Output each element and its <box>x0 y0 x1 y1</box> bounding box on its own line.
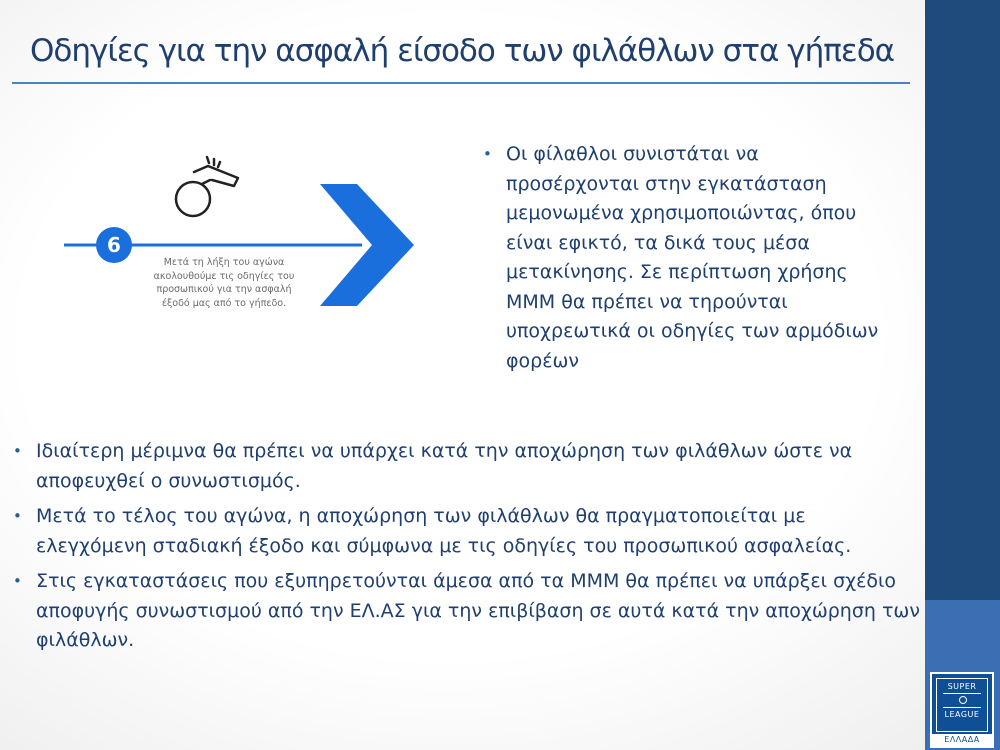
bullet-dot-icon: • <box>13 507 22 525</box>
list-item <box>10 437 920 496</box>
step-figure <box>62 152 422 342</box>
bullet-dot-icon: • <box>13 572 22 590</box>
page-title: Οδηγίες για την ασφαλή είσοδο των φιλάθλων στα γήπεδα <box>30 33 895 69</box>
whistle-icon <box>176 157 238 216</box>
logo-divider <box>943 693 981 694</box>
logo-ball-icon <box>959 696 967 704</box>
bullet-text: Μετά το τέλος του αγώνα, η αποχώρηση των φιλάθλων θα πραγματοποιείται με ελεγχόμενη σταδιακή έξοδο και σύμφωνα με τις οδηγίες του προσωπικού ασφαλείας. <box>36 505 852 557</box>
title-underline <box>12 82 910 84</box>
bottom-bullet-list <box>10 437 920 662</box>
logo-divider <box>943 707 981 708</box>
list-item <box>10 502 920 561</box>
logo-text-ellada: ΕΛΛΑΔΑ <box>932 734 992 746</box>
step-number: 6 <box>107 233 121 257</box>
logo-frame <box>936 678 988 732</box>
bullet-dot-icon: • <box>13 442 22 460</box>
bullet-text: Οι φίλαθλοι συνιστάται να προσέρχονται στην εγκατάσταση μεμονωμένα χρησιμοποιώντας, όπου είναι εφικτό, τα δικά τους μέσα μετακίνησης. Σε περίπτωση χρήσης ΜΜΜ θα πρέπει να τηρούνται υποχρεωτικά οι οδηγίες των αρμόδιων φορέων <box>506 143 879 372</box>
bullet-dot-icon: • <box>483 145 492 163</box>
bullet-text: Ιδιαίτερη μέριμνα θα πρέπει να υπάρχει κατά την αποχώρηση των φιλάθλων ώστε να αποφευχθεί ο συνωστισμός. <box>36 440 853 492</box>
figure-caption: Μετά τη λήξη του αγώνα ακολουθούμε τις οδηγίες του προσωπικού για την ασφαλή έξοδό μας από το γήπεδο. <box>153 257 295 309</box>
list-item <box>10 567 920 656</box>
right-bullet-list <box>480 140 890 376</box>
super-league-logo <box>930 672 994 748</box>
logo-text-super: SUPER <box>947 682 977 691</box>
list-item <box>480 140 890 376</box>
bullet-text: Στις εγκαταστάσεις που εξυπηρετούνται άμεσα από τα ΜΜΜ θα πρέπει να υπάρξει σχέδιο αποφυγής συνωστισμού από την ΕΛ.ΑΣ για την επιβίβαση σε αυτά κατά την αποχώρηση των φιλάθλων. <box>36 570 920 651</box>
logo-text-league: LEAGUE <box>944 710 980 719</box>
